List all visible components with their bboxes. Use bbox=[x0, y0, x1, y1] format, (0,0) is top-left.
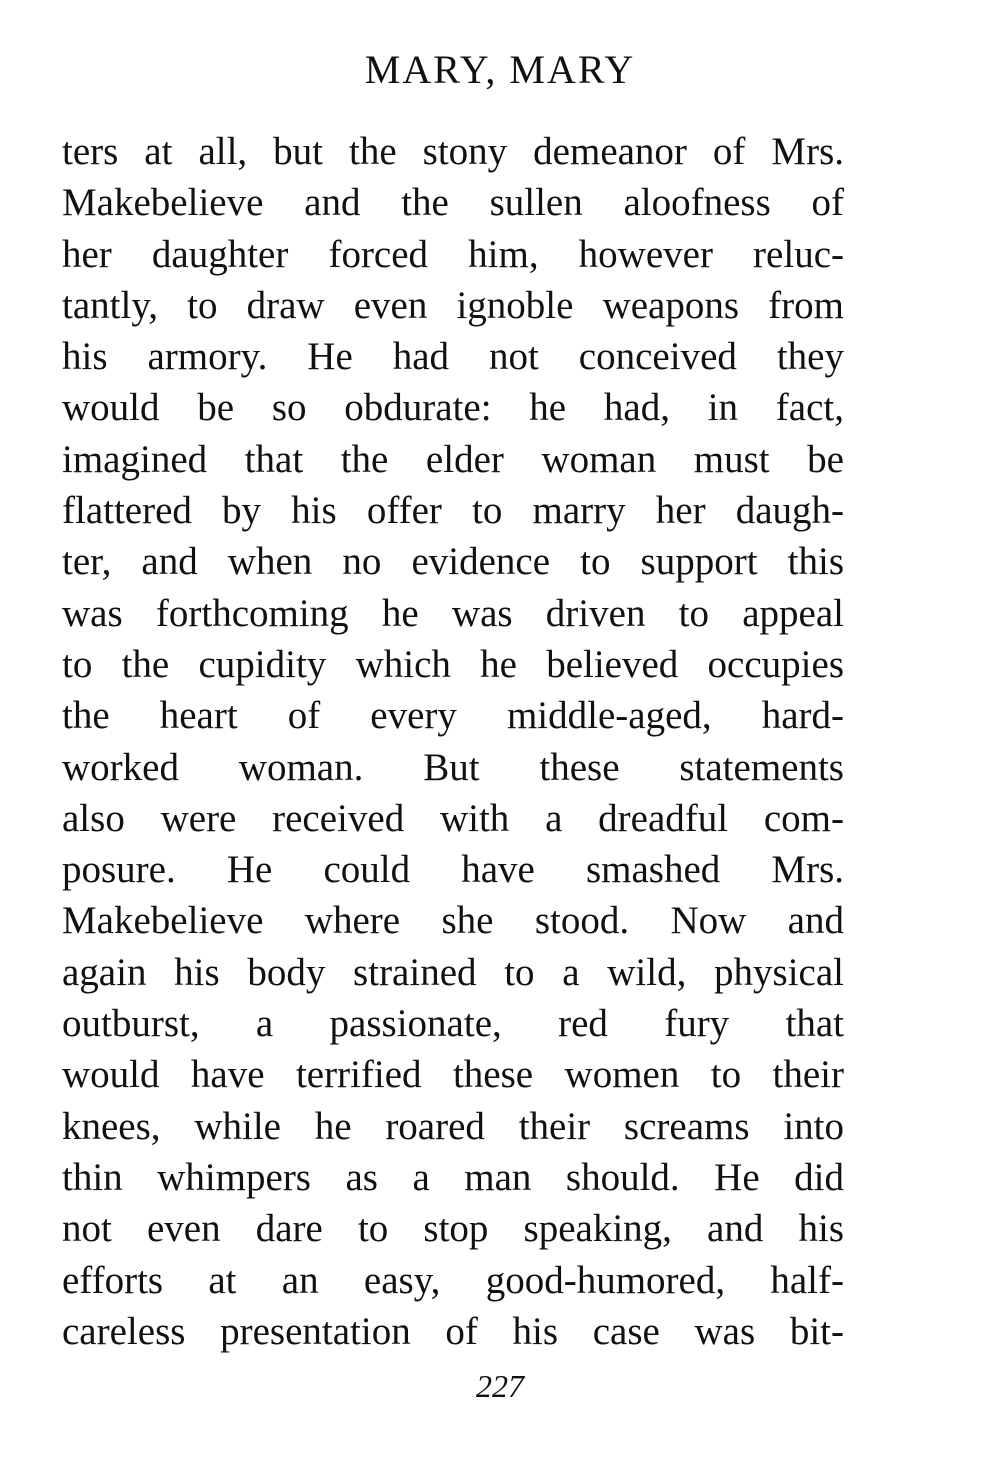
text-line: ters at all, but the stony demeanor of Mrs. bbox=[62, 130, 844, 173]
text-line: Makebelieve and the sullen aloofness of bbox=[62, 181, 844, 225]
text-line: careless presentation of his case was bit- bbox=[62, 1309, 844, 1353]
text-line: Makebelieve where she stood. Now and bbox=[62, 899, 844, 943]
text-line: knees, while he roared their screams into bbox=[62, 1104, 844, 1148]
text-line: would be so obdurate: he had, in fact, bbox=[62, 386, 844, 430]
text-line: outburst, a passionate, red fury that bbox=[62, 1002, 844, 1046]
text-line: ter, and when no evidence to support this bbox=[62, 540, 844, 584]
text-line: would have terrified these women to their bbox=[62, 1053, 844, 1097]
text-line: to the cupidity which he believed occupies bbox=[62, 642, 844, 686]
text-line: not even dare to stop speaking, and his bbox=[62, 1207, 844, 1251]
text-line: posure. He could have smashed Mrs. bbox=[62, 848, 844, 892]
text-line: flattered by his offer to marry her daugh- bbox=[62, 489, 844, 533]
text-line: again his body strained to a wild, physical bbox=[62, 950, 844, 994]
text-line: also were received with a dreadful com- bbox=[62, 796, 844, 840]
text-line: imagined that the elder woman must be bbox=[62, 437, 844, 481]
text-line: his armory. He had not conceived they bbox=[62, 335, 844, 379]
text-line: tantly, to draw even ignoble weapons from bbox=[62, 283, 844, 327]
text-line: was forthcoming he was driven to appeal bbox=[62, 591, 844, 635]
text-line: thin whimpers as a man should. He did bbox=[62, 1155, 844, 1199]
text-line: worked woman. But these statements bbox=[62, 745, 844, 789]
text-line: her daughter forced him, however reluc- bbox=[62, 232, 844, 276]
running-title: MARY, MARY bbox=[364, 47, 636, 92]
text-line: the heart of every middle-aged, hard- bbox=[62, 694, 844, 738]
body-text bbox=[62, 126, 844, 1357]
page-number: 227 bbox=[476, 1368, 524, 1404]
text-line: efforts at an easy, good-humored, half- bbox=[62, 1258, 844, 1302]
